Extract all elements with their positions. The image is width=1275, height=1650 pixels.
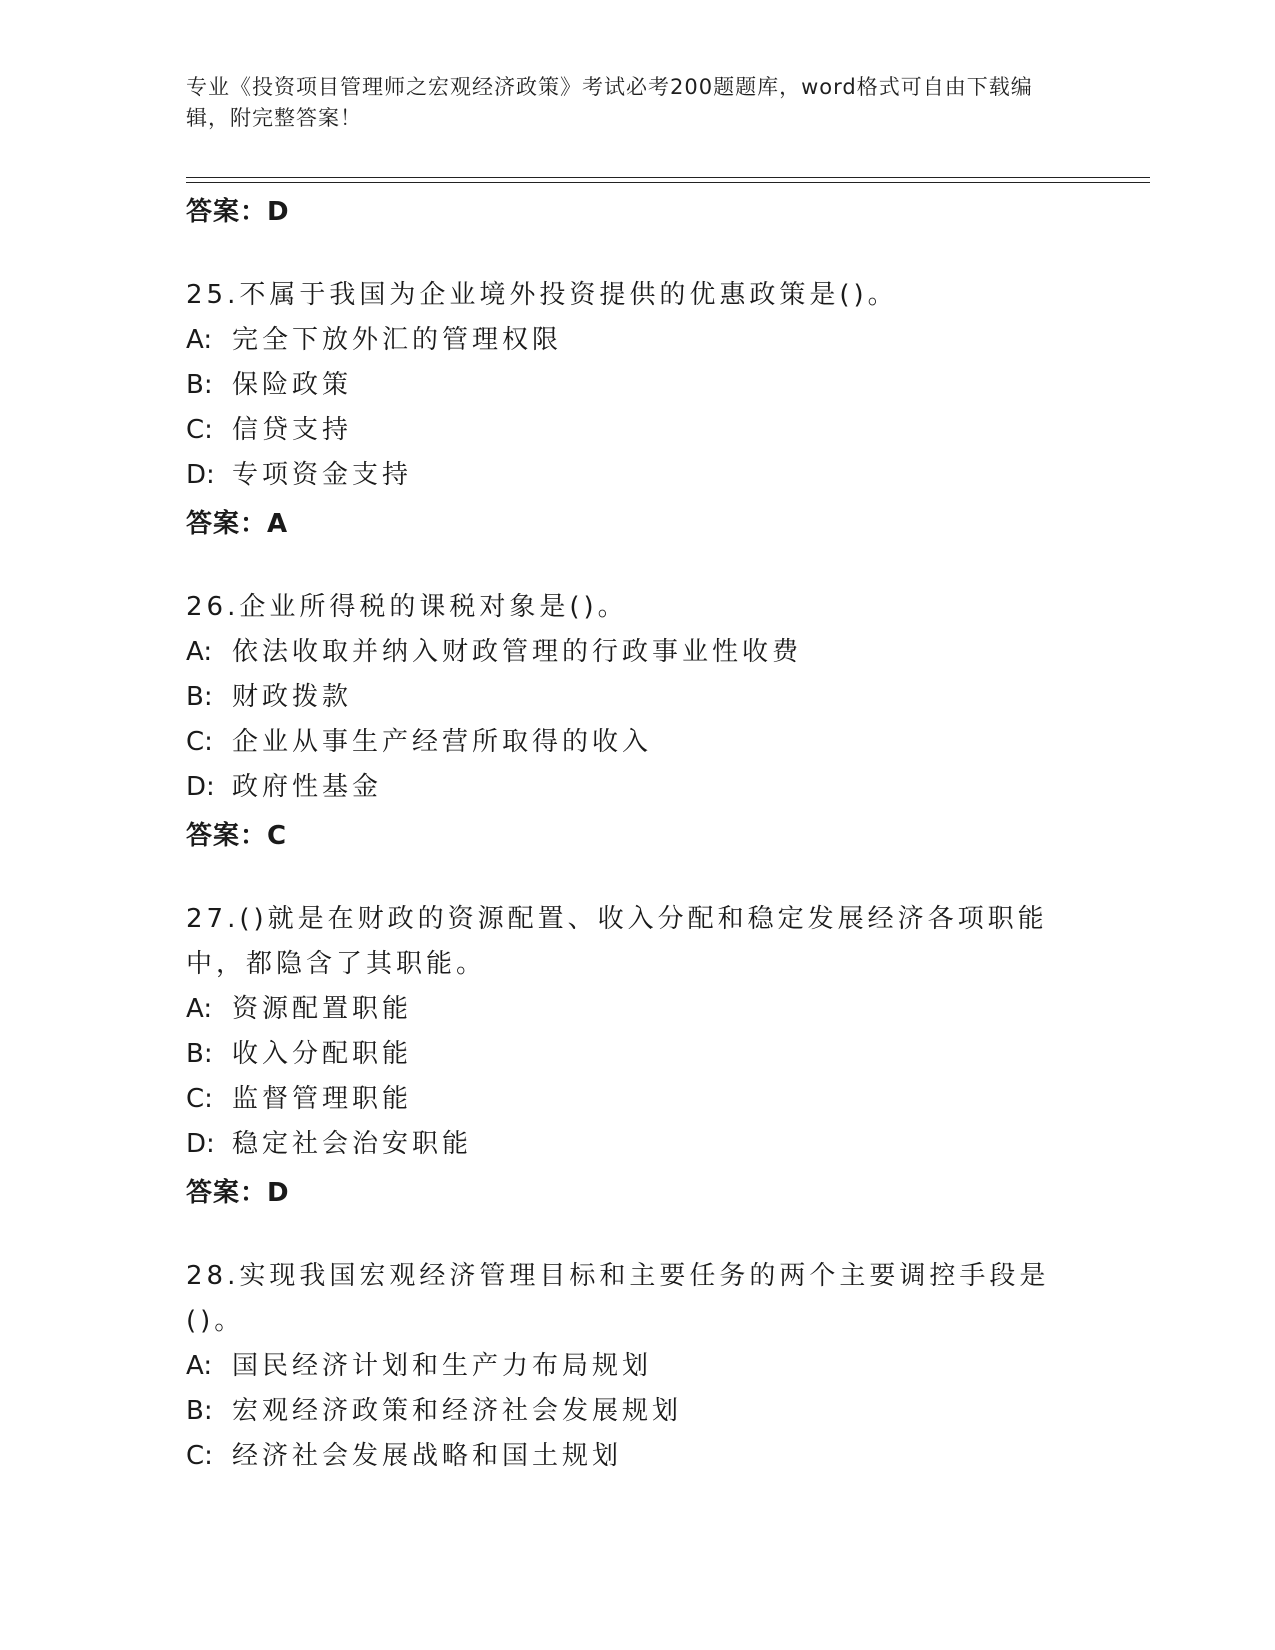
option-d: [186, 1122, 1086, 1167]
document-header: 专业《投资项目管理师之宏观经济政策》考试必考200题题库，word格式可自由下载编辑，附完整答案！: [186, 75, 1033, 130]
option-letter: D:: [186, 460, 215, 490]
option-c: [186, 1077, 1086, 1122]
option-letter: B:: [186, 1396, 213, 1426]
option-text: 财政拨款: [232, 682, 353, 712]
option-letter: C:: [186, 415, 213, 445]
option-b: [186, 363, 1086, 408]
answer-line: 答案：C: [186, 821, 288, 851]
question-text: 27.()就是在财政的资源配置、收入分配和稳定发展经济各项职能中，都隐含了其职能。: [186, 904, 1048, 979]
question-25: [186, 273, 1086, 544]
question-list: [186, 186, 1086, 1479]
option-letter: D:: [186, 1129, 215, 1159]
option-letter: C:: [186, 1084, 213, 1114]
option-text: 稳定社会治安职能: [232, 1129, 473, 1159]
option-letter: D:: [186, 772, 215, 802]
header-rule-bottom: [186, 182, 1150, 183]
option-a: [186, 630, 1086, 675]
option-text: 保险政策: [232, 370, 353, 400]
option-letter: B:: [186, 1039, 213, 1069]
question-text: 25.不属于我国为企业境外投资提供的优惠政策是()。: [186, 280, 898, 310]
question-27: [186, 897, 1086, 1213]
answer-line: 答案：D: [186, 1178, 290, 1208]
option-b: [186, 675, 1086, 720]
option-letter: A:: [186, 637, 213, 667]
option-text: 国民经济计划和生产力布局规划: [232, 1351, 653, 1381]
option-letter: A:: [186, 994, 213, 1024]
option-c: [186, 720, 1086, 765]
option-letter: A:: [186, 325, 213, 355]
question-text: 26.企业所得税的课税对象是()。: [186, 592, 628, 622]
option-text: 专项资金支持: [232, 460, 413, 490]
option-a: [186, 1344, 1086, 1389]
answer-line: 答案：A: [186, 509, 289, 539]
option-text: 完全下放外汇的管理权限: [232, 325, 563, 355]
option-text: 信贷支持: [232, 415, 353, 445]
answer-line: 答案：D: [186, 197, 290, 227]
option-text: 监督管理职能: [232, 1084, 413, 1114]
option-text: 资源配置职能: [232, 994, 413, 1024]
option-d: [186, 453, 1086, 498]
option-text: 宏观经济政策和经济社会发展规划: [232, 1396, 683, 1426]
question-28: [186, 1254, 1086, 1479]
option-text: 企业从事生产经营所取得的收入: [232, 727, 653, 757]
option-b: [186, 1032, 1086, 1077]
option-letter: B:: [186, 370, 213, 400]
option-text: 依法收取并纳入财政管理的行政事业性收费: [232, 637, 803, 667]
option-letter: C:: [186, 1441, 213, 1471]
option-b: [186, 1389, 1086, 1434]
option-text: 政府性基金: [232, 772, 383, 802]
option-letter: B:: [186, 682, 213, 712]
header-rule-top: [186, 177, 1150, 178]
option-a: [186, 318, 1086, 363]
option-c: [186, 1434, 1086, 1479]
option-text: 经济社会发展战略和国土规划: [232, 1441, 623, 1471]
option-letter: A:: [186, 1351, 213, 1381]
option-c: [186, 408, 1086, 453]
option-text: 收入分配职能: [232, 1039, 413, 1069]
question-text: 28.实现我国宏观经济管理目标和主要任务的两个主要调控手段是()。: [186, 1261, 1050, 1336]
question-26: [186, 585, 1086, 856]
option-d: [186, 765, 1086, 810]
option-a: [186, 987, 1086, 1032]
option-letter: C:: [186, 727, 213, 757]
